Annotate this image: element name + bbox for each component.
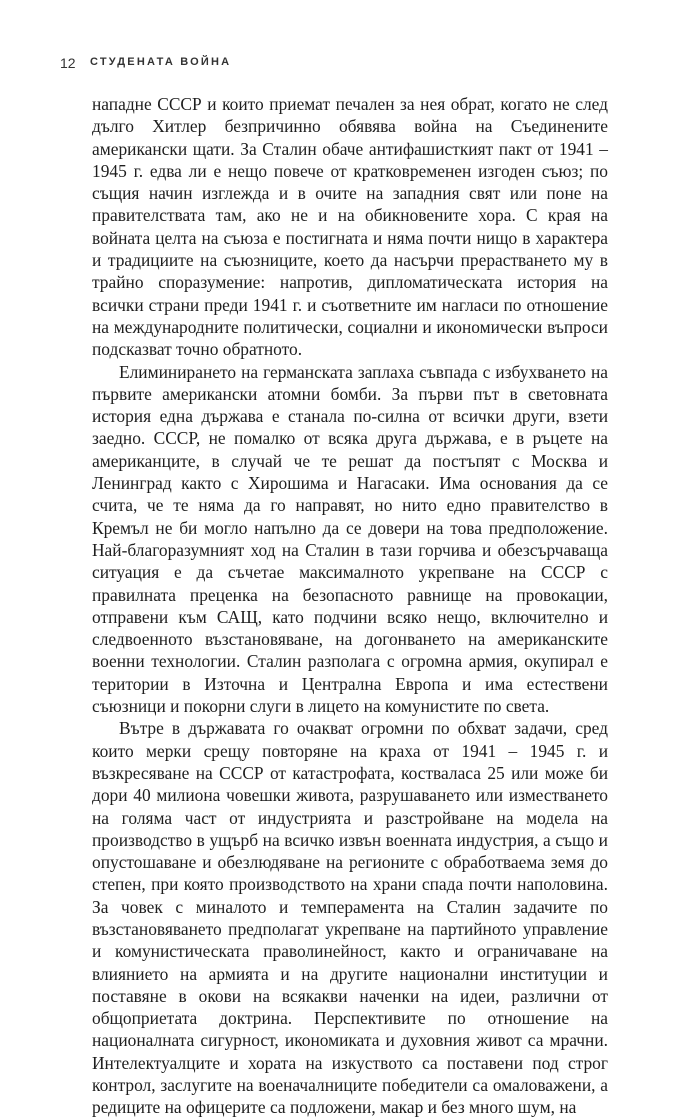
running-head [60,55,640,75]
paragraph: Вътре в държавата го очакват огромни по обхват задачи, сред които мерки срещу повторяне на краха от 1941 – 1945 г. и възкресяване на СССР от катастрофата, костваласа 25 или може би дори 40 милиона човешки живота, разрушаването или изместването на голяма част от индустрията и разстройване на модела на производство в ущърб на всичко извън военната индустрия, а също и опустошаване и обезлюдяване на регионите с обработваема земя до степен, при която производството на храни спада почти наполовина. За човек с миналото и темперамента на Сталин задачите по възстановяването предполагат укрепване на партийното управление и комунистическата праволинейност, както и ограничаване на влиянието на армията и на другите национални институции и поставяне в окови на всякакви наченки на идеи, различни от общоприетата доктрина. Перспективите по отношение на националната сигурност, икономиката и духовния живот са мрачни. Интелектуалците и хората на изкуството са поставени под строг контрол, заслугите на военачалниците победители са омаловажени, а редиците на офицерите са подложени, макар и без много шум, на [92,718,608,1118]
book-title: СТУДЕНАТА ВОЙНА [90,56,232,68]
paragraph: Елиминирането на германската заплаха съвпада с избухването на първите американски атомни бомби. За първи път в световната история една държава е станала по-силна от всички други, взети заедно. СССР, не помалко от всяка друга държава, е в ръцете на американците, в случай че те решат да постъпят с Москва и Ленинград както с Хирошима и Нагасаки. Има основания да се счита, че те няма да го направят, но нито едно правителство в Кремъл не би могло напълно да се довери на това предположение. Най-благоразумният ход на Сталин в тази горчива и обезсърчаваща ситуация е да съчетае максималното укрепване на СССР с правилната преценка на безопасното равнище на провокации, отправени към САЩ, като подчини всяко нещо, включително и следвоенното възстановяване, на догонването на американските военни технологии. Сталин разполага с огромна армия, окупирал е територии в Източна и Централна Европа и има естествени съюзници и покорни слуги в лицето на комунистите по света. [92,361,608,717]
paragraph: нападне СССР и които приемат печален за нея обрат, когато не след дълго Хитлер безпричинно обявява война на Съединените американски щати. За Сталин обаче антифашисткият пакт от 1941 – 1945 г. едва ли е нещо повече от кратковременен изгоден съюз; по същия начин изглежда и в очите на западния свят или поне на правителствата там, ако не и на обикновените хора. С края на войната целта на съюза е постигната и няма почти нищо в характера и традициите на съюзниците, което да насърчи прерастването му в трайно споразумение: напротив, дипломатическата история на всички страни преди 1941 г. и съответните им нагласи по отношение на международните политически, социални и икономически въпроси подсказват точно обратното. [92,94,608,360]
body-text [92,93,608,1119]
page-number: 12 [60,55,76,71]
